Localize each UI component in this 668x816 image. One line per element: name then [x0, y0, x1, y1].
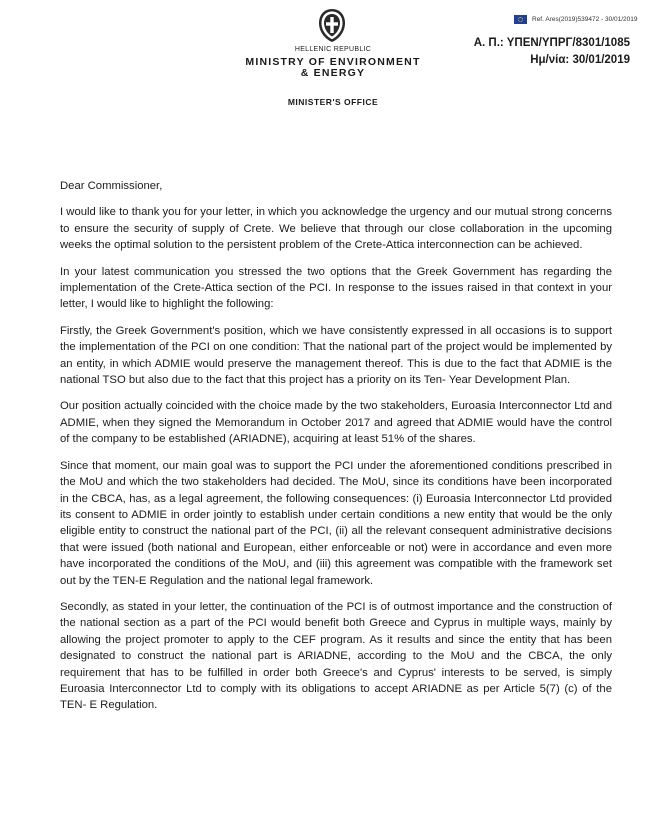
- registration-stamp: [514, 15, 638, 24]
- paragraph-2: In your latest communication you stressed the two options that the Greek Government has regarding the implementation of the Crete-Attica section of the PCI. In response to the issues raised in that context in your letter, I would like to highlight the following:: [60, 265, 612, 311]
- greek-coat-of-arms-emblem-icon: [316, 8, 348, 44]
- paragraph-5: Since that moment, our main goal was to support the PCI under the aforementioned conditions prescribed in the MoU and which the two stakeholders had decided. The MoU, since its conditions have been incorporated in the CBCA, has, as a legal agreement, the following consequences: (i) Euroasia Interconnector Ltd provided its consent to ADMIE in order jointly to establish under certain conditions a new entity that would be the only eligible entity to construct the national part of the PCI, (ii) all the relevant consequent administrative decisions that were issued (both national and European, either enforceable or not) were in accordance and even more have incorporated the conditions of the MoU, and (iii) this agreement was compatible with the framework set out by the TEN-E Regulation and the national legal framework.: [60, 459, 612, 587]
- ministry-name-line-2: & ENERGY: [300, 67, 366, 79]
- paragraph-1: I would like to thank you for your letter, in which you acknowledge the urgency and our mutual strong concerns to ensure the security of supply of Crete. We believe that through our close collaboration in the upcoming weeks the optimal solution to the persistent problem of the Crete-Attica interconnection can be achieved.: [60, 206, 612, 252]
- letter-body: [60, 178, 612, 724]
- protocol-number: Α. Π.: ΥΠΕΝ/ΥΠΡΓ/8301/1085: [473, 37, 630, 49]
- paragraph-4: Our position actually coincided with the choice made by the two stakeholders, Euroasia Interconnector Ltd and ADMIE, when they signed the Memorandum in October 2017 and agreed that ADMIE would have the control of the company to be established (ARIADNE), acquiring at least 51% of the shares.: [60, 400, 612, 446]
- registration-reference: Ref. Ares(2019)539472 - 30/01/2019: [532, 16, 638, 23]
- protocol-date: Ημ/νία: 30/01/2019: [530, 54, 630, 66]
- salutation: Dear Commissioner,: [60, 180, 163, 192]
- protocol-info: [474, 35, 630, 69]
- paragraph-6: Secondly, as stated in your letter, the continuation of the PCI is of outmost importance and the construction of the national section as a part of the PCI would benefit both Greece and Cyprus in multiple ways, mainly by allowing the project promoter to apply to the CEF program. As it results and since the entity that has been designated to construct the national part is ARIADNE, according to the MoU and the CBCA, the only requirement that has to be fulfilled in order both Greece's and Cyprus' interests to be served, is simply Euroasia Interconnector Ltd to comply with its obligations to accept ARIADNE as per Article 5(7) (c) of the TEN- E Regulation.: [60, 600, 612, 712]
- paragraph-3: Firstly, the Greek Government's position, which we have consistently expressed in all occasions is to support the implementation of the PCI on one condition: That the national part of the project would be implemented by an entity, in which ADMIE would preserve the management thereof. This is due to the fact that ADMIE is the national TSO but also due to the fact that this project has a priority on its Ten- Year Development Plan.: [60, 324, 612, 387]
- eu-flag-icon: [514, 15, 527, 24]
- letterhead: [220, 46, 446, 107]
- office-name: MINISTER'S OFFICE: [287, 97, 379, 107]
- ministry-name-line-1: MINISTRY OF ENVIRONMENT: [245, 56, 421, 68]
- republic-name: HELLENIC REPUBLIC: [294, 46, 372, 53]
